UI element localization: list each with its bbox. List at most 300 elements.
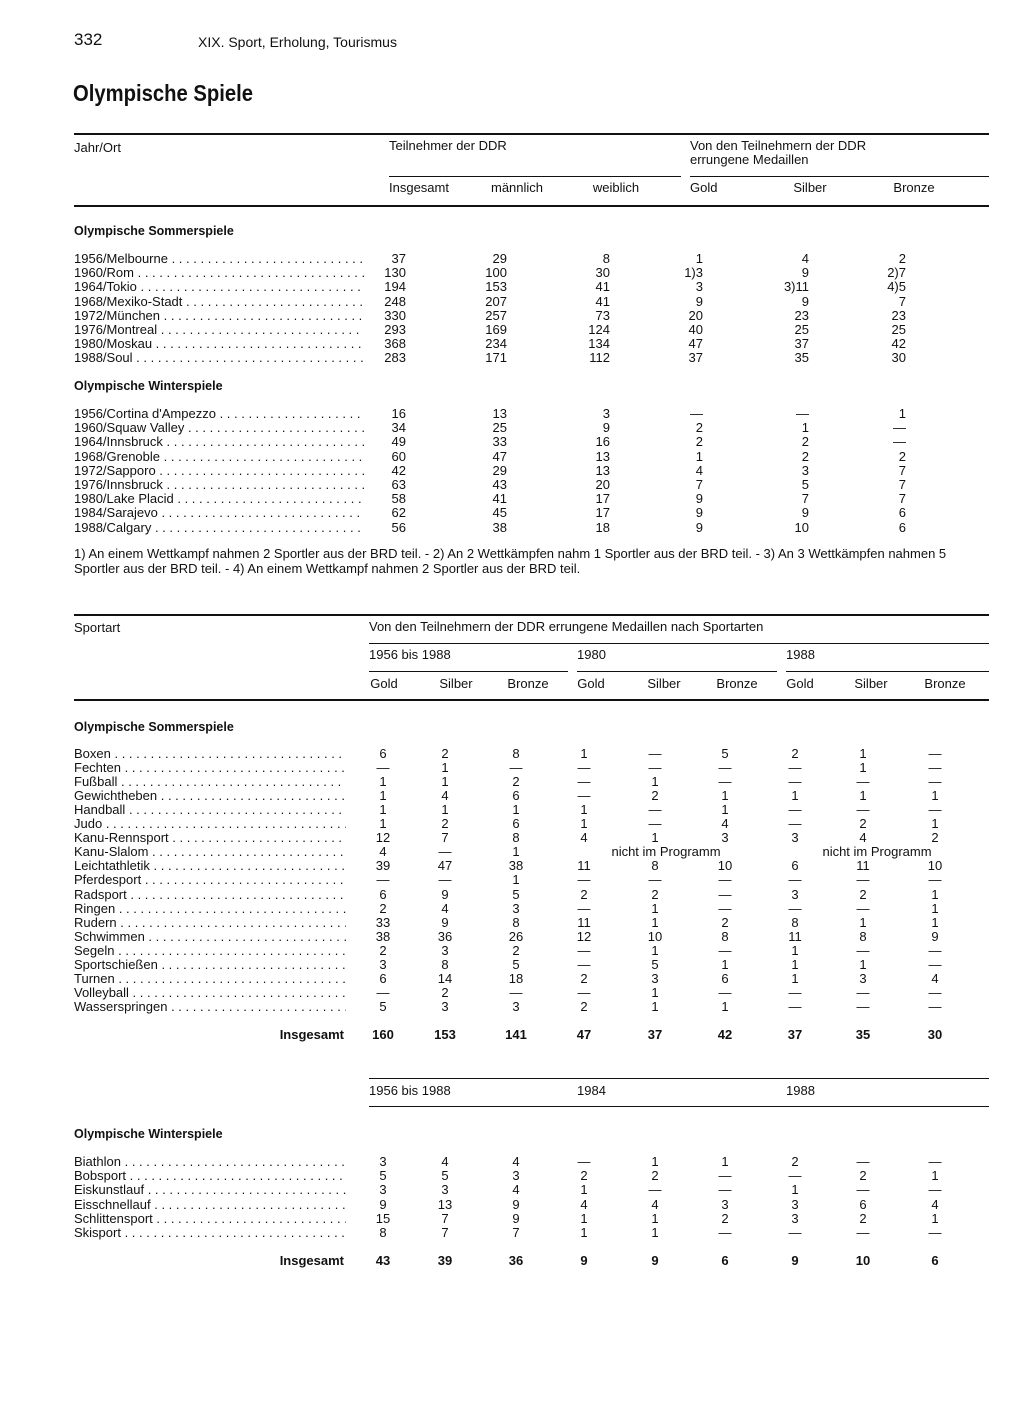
cell: 3 [791, 830, 799, 846]
row-label: Schwimmen . . . [74, 930, 346, 944]
total-cell: 141 [505, 1027, 527, 1042]
row-label: 1956/Cortina d'Ampezzo . . . [74, 407, 364, 421]
row-label: Boxen . . . [74, 747, 346, 761]
cell: 41 [595, 279, 610, 295]
cell: — [718, 942, 732, 958]
table-row [0, 972, 1024, 986]
page-number: 332 [74, 30, 103, 49]
cell: 1 [791, 788, 799, 804]
row-label: Schlittensport . . . [74, 1212, 346, 1226]
total-cell: 47 [576, 1027, 592, 1042]
cell: 4 [695, 462, 703, 478]
cell: — [788, 1225, 802, 1240]
table-row [0, 1198, 1024, 1212]
row-label: Radsport . . . [74, 888, 346, 902]
cell: — [928, 802, 942, 818]
cell: 2 [898, 448, 906, 464]
total-cell: 42 [717, 1027, 733, 1042]
cell: 2 [580, 998, 588, 1014]
table-row [0, 1183, 1024, 1197]
cell: 4 [580, 830, 588, 846]
cell: 153 [485, 279, 507, 295]
cell: 18 [508, 970, 524, 986]
cell: 58 [391, 491, 406, 507]
row-label: 1980/Moskau . . . [74, 337, 364, 351]
rule [369, 1078, 989, 1079]
cell: 2 [791, 1154, 799, 1169]
cell: 38 [375, 928, 391, 944]
row-label: 1960/Rom . . . [74, 266, 364, 280]
cell: 9 [379, 1196, 387, 1212]
cell: 2 [441, 984, 449, 1000]
row-label: 1976/Montreal . . . [74, 323, 364, 337]
total-cell: 39 [437, 1253, 453, 1268]
cell: — [648, 802, 662, 818]
period-header: 1956 bis 1988 [369, 1083, 451, 1098]
cell: — [718, 1168, 732, 1184]
cell: 1 [512, 872, 520, 888]
cell: 73 [595, 307, 610, 323]
cell: 2 [441, 816, 449, 832]
medal-header: Silber [439, 676, 473, 691]
cell: 194 [384, 279, 406, 295]
total-label: Insgesamt [279, 1027, 344, 1042]
table-row [0, 761, 1024, 775]
cell: — [856, 774, 870, 790]
cell: 5 [441, 1168, 449, 1184]
cell: 23 [891, 307, 906, 323]
cell: 4 [580, 1196, 588, 1212]
cell: 1 [441, 802, 449, 818]
cell: 4 [859, 830, 867, 846]
cell: 2 [512, 774, 520, 790]
cell: 4 [441, 900, 449, 916]
cell: — [893, 434, 906, 450]
row-label: 1984/Sarajevo . . . [74, 506, 364, 520]
rule [369, 1106, 989, 1107]
cell: 8 [651, 858, 659, 874]
cell: — [788, 816, 802, 832]
period-header: 1988 [786, 647, 815, 662]
cell: 17 [595, 491, 610, 507]
medal-header: Gold [370, 676, 398, 691]
cell: — [718, 984, 732, 1000]
cell: 37 [794, 336, 809, 352]
cell: — [928, 872, 942, 888]
group-header-medals: Von den Teilnehmern der DDR [690, 138, 867, 153]
row-label: Volleyball . . . [74, 986, 346, 1000]
row-label: Rudern . . . [74, 916, 346, 930]
cell: 10 [647, 928, 663, 944]
row-label: 1988/Soul . . . [74, 351, 364, 365]
cell: 1 [801, 420, 809, 436]
cell: — [648, 760, 662, 776]
cell: 171 [485, 350, 507, 366]
row-label: 1964/Tokio . . . [74, 280, 364, 294]
not-in-program-note: nicht im Programm [611, 844, 721, 860]
row-label: Pferdesport . . . [74, 873, 346, 887]
row-label: Biathlon . . . [74, 1155, 346, 1169]
cell: 8 [379, 1225, 387, 1240]
total-cell: 10 [855, 1253, 871, 1268]
cell: 3)11 [783, 279, 809, 295]
cell: — [928, 746, 942, 761]
table-row [0, 1000, 1024, 1014]
cell: 4 [512, 1154, 520, 1169]
cell: 40 [688, 322, 703, 337]
col-header: weiblich [592, 180, 640, 195]
table-row [0, 309, 1024, 323]
cell: 3 [441, 942, 449, 958]
cell: 368 [384, 336, 406, 352]
group-header: Von den Teilnehmern der DDR errungene Medaillen nach Sportarten [369, 619, 764, 634]
cell: — [788, 900, 802, 916]
cell: 3 [379, 1154, 387, 1169]
medal-headers [0, 677, 1024, 691]
cell: 14 [437, 970, 453, 986]
rule [389, 176, 681, 177]
cell: 2 [695, 420, 703, 436]
table-row [0, 435, 1024, 449]
cell: 5 [651, 956, 659, 972]
cell: 1 [931, 886, 939, 902]
cell: 12 [375, 830, 391, 846]
cell: 4)5 [887, 279, 906, 295]
rule [74, 205, 989, 207]
cell: 16 [595, 434, 610, 450]
total-cell: 9 [791, 1253, 799, 1268]
table-row [0, 789, 1024, 803]
table-row [0, 295, 1024, 309]
table-row [0, 464, 1024, 478]
cell: 1 [379, 816, 387, 832]
cell: 1 [651, 1154, 659, 1169]
cell: 10 [794, 519, 809, 535]
cell: 7 [441, 1225, 449, 1240]
cell: 9 [695, 505, 703, 521]
cell: 11 [788, 928, 802, 944]
cell: 1 [721, 998, 729, 1014]
cell: 134 [588, 336, 610, 352]
cell: — [893, 420, 906, 436]
cell: — [718, 872, 732, 888]
cell: 6 [379, 970, 387, 986]
table-row [0, 1169, 1024, 1183]
table-row [0, 845, 1024, 859]
cell: 11 [577, 914, 591, 930]
period-header: 1980 [577, 647, 606, 662]
cell: 330 [384, 307, 406, 323]
row-label: Sportschießen . . . [74, 958, 346, 972]
cell: 4 [931, 970, 939, 986]
page-title: Olympische Spiele [73, 80, 253, 106]
cell: 2 [859, 816, 867, 832]
rule [74, 614, 989, 616]
cell: 38 [508, 858, 524, 874]
cell: 56 [391, 519, 406, 535]
section-title: Olympische Sommerspiele [74, 224, 234, 238]
cell: 2 [791, 746, 799, 761]
cell: 1 [898, 406, 906, 421]
cell: — [648, 816, 662, 832]
cell: 42 [891, 336, 906, 352]
row-label: Handball . . . [74, 803, 346, 817]
cell: 37 [688, 350, 703, 366]
cell: 169 [485, 322, 507, 337]
cell: 34 [391, 420, 406, 436]
table-row [0, 958, 1024, 972]
cell: 15 [375, 1210, 391, 1226]
cell: 8 [512, 830, 520, 846]
cell: 6 [791, 858, 799, 874]
rule [74, 699, 989, 701]
cell: 4 [441, 1154, 449, 1169]
cell: 1 [651, 998, 659, 1014]
cell: 63 [391, 477, 406, 492]
cell: — [788, 998, 802, 1014]
cell: — [718, 1182, 732, 1198]
cell: 13 [595, 448, 610, 464]
cell: 1 [721, 1154, 729, 1169]
cell: 13 [595, 462, 610, 478]
cell: 1 [580, 816, 588, 832]
cell: 29 [492, 462, 507, 478]
cell: — [856, 1182, 870, 1198]
cell: 10 [927, 858, 943, 874]
cell: 124 [588, 322, 610, 337]
cell: 9 [602, 420, 610, 436]
medal-header: Silber [854, 676, 888, 691]
total-cell: 35 [855, 1027, 871, 1042]
cell: 8 [602, 251, 610, 266]
rule [690, 176, 989, 177]
cell: — [648, 746, 662, 761]
cell: 1 [651, 914, 659, 930]
cell: 7 [695, 477, 703, 492]
period-header: 1956 bis 1988 [369, 647, 451, 662]
cell: 1 [721, 802, 729, 818]
table-row [0, 506, 1024, 520]
cell: 8 [512, 914, 520, 930]
summer-total-row [0, 1027, 1024, 1041]
row-label: 1968/Mexiko-Stadt . . . [74, 295, 364, 309]
cell: 1 [512, 844, 520, 860]
cell: — [577, 1154, 591, 1169]
cell: 6 [898, 519, 906, 535]
cell: 7 [898, 491, 906, 507]
cell: 9 [695, 293, 703, 309]
cell: — [577, 788, 591, 804]
cell: 3 [791, 1196, 799, 1212]
cell: 1)3 [684, 265, 703, 281]
cell: — [856, 802, 870, 818]
cell: 2 [441, 746, 449, 761]
cell: 1 [651, 830, 659, 846]
cell: 25 [891, 322, 906, 337]
table-row [0, 492, 1024, 506]
cell: 4 [931, 1196, 939, 1212]
cell: 6 [379, 746, 387, 761]
cell: 3 [441, 998, 449, 1014]
cell: 8 [721, 928, 729, 944]
cell: 42 [391, 462, 406, 478]
cell: 3 [859, 970, 867, 986]
cell: 30 [891, 350, 906, 366]
cell: — [718, 774, 732, 790]
row-label: Fußball . . . [74, 775, 346, 789]
row-label: Ringen . . . [74, 902, 346, 916]
cell: 9 [801, 265, 809, 281]
cell: 7 [441, 830, 449, 846]
cell: — [788, 872, 802, 888]
cell: — [718, 760, 732, 776]
cell: 2 [651, 886, 659, 902]
cell: 3 [441, 1182, 449, 1198]
cell: — [376, 984, 390, 1000]
section-title: Olympische Winterspiele [74, 379, 223, 393]
cell: 1 [859, 746, 867, 761]
cell: 17 [595, 505, 610, 521]
not-in-program-note: nicht im Programm [822, 844, 932, 860]
cell: 1 [859, 914, 867, 930]
row-label: Eisschnellauf . . . [74, 1198, 346, 1212]
cell: — [577, 956, 591, 972]
table-row [0, 1226, 1024, 1240]
cell: 2 [859, 1210, 867, 1226]
cell: — [928, 956, 942, 972]
group-header-medals-2: errungene Medaillen [690, 152, 809, 167]
cell: 7 [441, 1210, 449, 1226]
cell: 1 [651, 900, 659, 916]
cell: 9 [801, 293, 809, 309]
total-cell: 153 [434, 1027, 456, 1042]
cell: 3 [512, 998, 520, 1014]
cell: 6 [859, 1196, 867, 1212]
table-row [0, 944, 1024, 958]
cell: 293 [384, 322, 406, 337]
cell: 39 [375, 858, 391, 874]
cell: 20 [595, 477, 610, 492]
table-row [0, 873, 1024, 887]
cell: 6 [898, 505, 906, 521]
cell: 13 [492, 406, 507, 421]
cell: 2 [651, 788, 659, 804]
cell: 8 [441, 956, 449, 972]
cell: 18 [595, 519, 610, 535]
cell: 2 [512, 942, 520, 958]
table-row [0, 323, 1024, 337]
cell: 2 [801, 448, 809, 464]
cell: 7 [512, 1225, 520, 1240]
row-label: Kanu-Rennsport . . . [74, 831, 346, 845]
cell: 3 [721, 830, 729, 846]
total-cell: 30 [927, 1027, 943, 1042]
cell: 9 [695, 491, 703, 507]
cell: 1 [931, 900, 939, 916]
medal-header: Bronze [716, 676, 758, 691]
cell: 6 [512, 788, 520, 804]
row-label: 1960/Squaw Valley . . . [74, 421, 364, 435]
cell: — [928, 984, 942, 1000]
row-label: Leichtathletik . . . [74, 859, 346, 873]
cell: — [928, 760, 942, 776]
total-cell: 160 [372, 1027, 394, 1042]
cell: 23 [794, 307, 809, 323]
table-row [0, 902, 1024, 916]
cell: 1 [791, 970, 799, 986]
cell: 2 [859, 1168, 867, 1184]
cell: 16 [391, 406, 406, 421]
table-row [0, 337, 1024, 351]
cell: — [577, 942, 591, 958]
medal-header: Silber [647, 676, 681, 691]
cell: 20 [688, 307, 703, 323]
cell: 7 [898, 462, 906, 478]
cell: 49 [391, 434, 406, 450]
stub-header: Jahr/Ort [74, 140, 121, 155]
row-label: Gewichtheben . . . [74, 789, 346, 803]
cell: 1 [931, 1210, 939, 1226]
cell: 11 [577, 858, 591, 874]
cell: — [928, 1182, 942, 1198]
section-title: Olympische Sommerspiele [74, 720, 234, 734]
cell: 3 [721, 1196, 729, 1212]
table-row [0, 450, 1024, 464]
cell: — [376, 760, 390, 776]
cell: — [856, 1154, 870, 1169]
cell: 4 [441, 788, 449, 804]
cell: 9 [512, 1196, 520, 1212]
row-label: Fechten . . . [74, 761, 346, 775]
cell: — [648, 1182, 662, 1198]
cell: — [796, 406, 809, 421]
row-label: 1980/Lake Placid . . . [74, 492, 364, 506]
cell: 257 [485, 307, 507, 323]
cell: — [856, 942, 870, 958]
cell: 3 [651, 970, 659, 986]
cell: 7 [898, 293, 906, 309]
rule [577, 671, 777, 672]
table-row [0, 888, 1024, 902]
cell: 26 [508, 928, 524, 944]
cell: 283 [384, 350, 406, 366]
cell: 1 [580, 1225, 588, 1240]
medal-header: Bronze [924, 676, 966, 691]
cell: 3 [791, 886, 799, 902]
cell: 3 [379, 1182, 387, 1198]
cell: 3 [791, 1210, 799, 1226]
cell: 41 [492, 491, 507, 507]
cell: 41 [595, 293, 610, 309]
cell: — [438, 872, 452, 888]
row-label: 1968/Grenoble . . . [74, 450, 364, 464]
cell: 207 [485, 293, 507, 309]
total-cell: 9 [580, 1253, 588, 1268]
cell: 3 [512, 1168, 520, 1184]
cell: 9 [441, 914, 449, 930]
cell: 1 [512, 802, 520, 818]
cell: 1 [651, 774, 659, 790]
table-row [0, 803, 1024, 817]
cell: — [928, 774, 942, 790]
period-header: 1984 [577, 1083, 606, 1098]
cell: 8 [859, 928, 867, 944]
cell: 1 [859, 956, 867, 972]
cell: 6 [512, 816, 520, 832]
cell: 2 [931, 830, 939, 846]
cell: 1 [931, 788, 939, 804]
column-headers [0, 181, 1024, 195]
